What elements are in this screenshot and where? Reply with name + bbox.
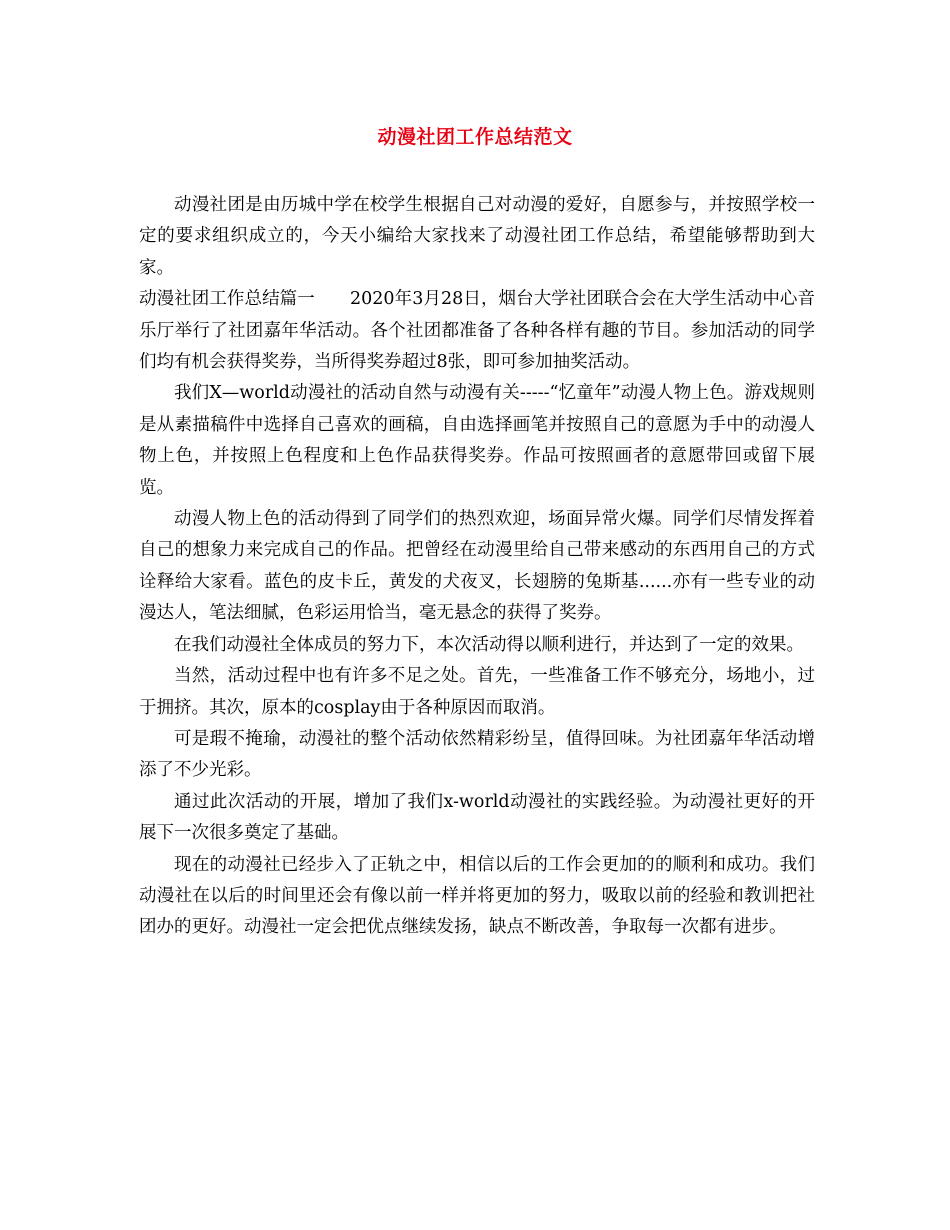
paragraph-future: 现在的动漫社已经步入了正轨之中，相信以后的工作会更加的的顺利和成功。我们动漫社在以后的时间里还会有像以前一样并将更加的努力，吸取以前的经验和教训把社团办的更好。动漫社一定会把优点继续发扬，缺点不断改善，争取每一次都有进步。: [139, 854, 815, 938]
paragraph-activity-reception: 动漫人物上色的活动得到了同学们的热烈欢迎，场面异常火爆。同学们尽情发挥着自己的想象力来完成自己的作品。把曾经在动漫里给自己带来感动的东西用自己的方式诠释给大家看。蓝色的皮卡丘，黄发的犬夜叉，长翅膀的兔斯基......亦有一些专业的动漫达人，笔法细腻，色彩运用恰当，毫无悬念的获得了奖券。: [139, 509, 815, 624]
paragraph-activity-success: 在我们动漫社全体成员的努力下，本次活动得以顺利进行，并达到了一定的效果。: [174, 634, 804, 655]
document-title: 动漫社团工作总结范文: [377, 126, 573, 148]
paragraph-summary-one: 动漫社团工作总结篇一 2020年3月28日，烟台大学社团联合会在大学生活动中心音乐厅举行了社团嘉年华活动。各个社团都准备了各种各样有趣的节目。参加活动的同学们均有机会获得奖券，当所得奖券超过8张，即可参加抽奖活动。: [139, 289, 815, 373]
paragraph-shortcomings: 当然，活动过程中也有许多不足之处。首先，一些准备工作不够充分，场地小，过于拥挤。其次，原本的cosplay由于各种原因而取消。: [139, 666, 815, 718]
document-body: [139, 190, 815, 944]
paragraph-experience: 通过此次活动的开展，增加了我们x-world动漫社的实践经验。为动漫社更好的开展下一次很多奠定了基础。: [139, 791, 815, 844]
paragraph-highlights: 可是瑕不掩瑜，动漫社的整个活动依然精彩纷呈，值得回味。为社团嘉年华活动增添了不少光彩。: [139, 728, 815, 781]
paragraph-intro: 动漫社团是由历城中学在校学生根据自己对动漫的爱好，自愿参与，并按照学校一定的要求组织成立的，今天小编给大家找来了动漫社团工作总结，希望能够帮助到大家。: [139, 195, 815, 278]
paragraph-activity-rules: 我们X—world动漫社的活动自然与动漫有关-----“忆童年”动漫人物上色。游戏规则是从素描稿件中选择自己喜欢的画稿，自由选择画笔并按照自己的意愿为手中的动漫人物上色，并按照上色程度和上色作品获得奖券。作品可按照画者的意愿带回或留下展览。: [139, 383, 815, 498]
